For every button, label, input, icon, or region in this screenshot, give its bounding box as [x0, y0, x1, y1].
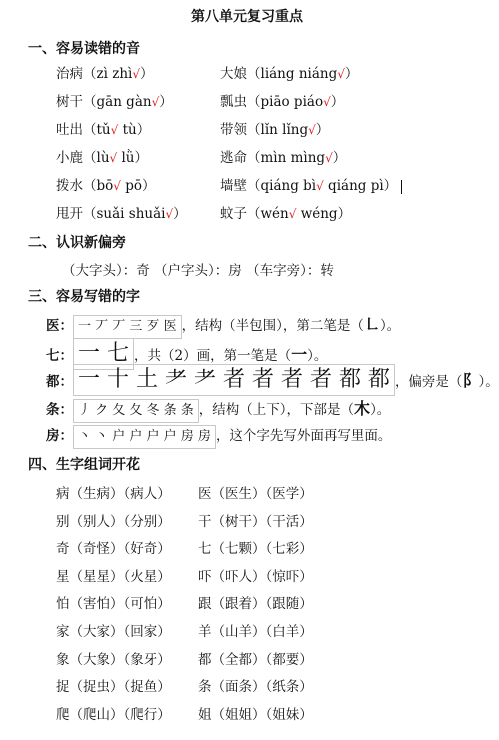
check-mark: √	[113, 179, 121, 193]
page-title: 第八单元复习重点	[191, 9, 303, 25]
word-group: 吓（吓人）（惊吓）	[198, 568, 313, 585]
word-group: 星（星星）（火星）	[56, 568, 171, 585]
reading-word: 治病（zì	[56, 66, 108, 82]
check-mark: √	[288, 207, 297, 221]
answer-mark: 木	[354, 399, 371, 418]
check-mark: √	[132, 67, 141, 81]
word-group: 跟（跟着）（跟随）	[198, 596, 313, 613]
reading-tail: qiáng pì）	[323, 178, 398, 194]
hard-char-text: ，结构（上下），下部是（	[198, 402, 355, 418]
hard-char-text: ，结构（半包围），第二笔是（	[181, 318, 364, 334]
reading-alt: shuǎi	[124, 206, 166, 222]
hard-char-label: 房：	[46, 428, 73, 444]
hard-char-text: ，共（2）画，第一笔是（	[134, 348, 292, 364]
section-heading-reading: 一、容易读错的音	[28, 41, 140, 57]
section-heading-hard-chars: 三、容易写错的字	[28, 289, 140, 305]
word-group: 捉（捉虫）（捉鱼）	[56, 679, 171, 696]
check-mark: √	[110, 123, 119, 137]
stroke-order-box: 一 丆 丆 三 歹 医	[73, 315, 182, 339]
check-mark: √	[165, 207, 174, 221]
reading-word: 瓢虫（piāo	[220, 94, 290, 110]
reading-tail: ）	[140, 66, 154, 82]
stroke-order-box: 一 七	[73, 338, 134, 370]
check-mark: √	[337, 67, 345, 81]
hard-char-label: 七：	[46, 348, 73, 364]
reading-word: 吐出（tǔ	[56, 122, 111, 138]
reading-item	[56, 146, 148, 166]
reading-word: 树干（gān	[56, 94, 122, 110]
section-heading-radicals: 二、认识新偏旁	[28, 235, 126, 251]
reading-word: 蚊子（wén	[220, 206, 289, 222]
radicals-line: （大字头）：奇 （户字头）：房 （车字旁）：转	[62, 263, 334, 279]
reading-tail: ）	[315, 122, 330, 138]
reading-word: 大娘（liáng	[220, 66, 295, 82]
word-group: 都（全都）（都要）	[198, 651, 313, 668]
stroke-order-box: 丿 ク 夂 夂 冬 条 条	[73, 399, 199, 423]
word-group: 姐（姐姐）（姐妹）	[198, 706, 313, 723]
reading-tail: ）	[159, 94, 173, 110]
reading-item	[56, 174, 156, 194]
reading-alt: niáng	[294, 66, 338, 82]
word-group: 象（大象）（象牙）	[56, 651, 171, 668]
reading-tail: ）	[330, 94, 345, 110]
section-heading-words: 四、生字组词开花	[28, 457, 140, 473]
hard-char-label: 医：	[46, 318, 73, 334]
reading-item	[56, 202, 187, 222]
word-group: 爬（爬山）（爬行）	[56, 706, 171, 723]
check-mark: √	[323, 95, 331, 109]
reading-word: 甩开（suǎi	[56, 206, 125, 222]
reading-tail: ）	[332, 150, 347, 166]
text-cursor	[401, 180, 402, 194]
hard-char-item	[46, 396, 390, 423]
hard-char-end: ）。	[370, 402, 391, 418]
hard-char-text: ，这个字先写外面再写里面。	[215, 428, 392, 444]
reading-item	[220, 118, 329, 138]
reading-word: 小鹿（lù	[56, 150, 110, 166]
word-group: 干（树干）（干活）	[198, 513, 313, 530]
check-mark: √	[151, 95, 160, 109]
reading-word: 拨水（bō	[56, 178, 114, 194]
reading-alt: lǐng	[277, 122, 309, 138]
check-mark: √	[325, 151, 333, 165]
check-mark: √	[316, 179, 324, 193]
reading-tail: lǜ）	[117, 150, 148, 166]
reading-word: 带领（lǐn	[220, 122, 278, 138]
word-group: 家（大家）（回家）	[56, 624, 171, 640]
reading-item	[220, 202, 351, 222]
hard-char-label: 条：	[46, 402, 73, 418]
stroke-order-box: 丶 丶 户 户 户 户 房 房	[73, 425, 216, 449]
answer-mark: 阝	[462, 371, 479, 390]
check-mark: √	[308, 123, 316, 137]
reading-item	[220, 62, 358, 82]
word-group: 条（面条）（纸条）	[198, 679, 313, 696]
reading-tail: ）	[173, 206, 187, 222]
reading-word: 逃命（mìn	[220, 150, 287, 166]
answer-mark: ㇗	[363, 315, 380, 334]
hard-char-item	[46, 424, 391, 449]
reading-item	[220, 146, 346, 166]
reading-alt: mìng	[286, 150, 326, 166]
hard-char-end: ）。	[478, 374, 499, 390]
answer-mark: 一	[291, 345, 308, 364]
reading-word: 墙壁（qiáng bì	[220, 178, 317, 194]
reading-tail: wéng）	[296, 206, 352, 222]
word-group: 羊（山羊）（白羊）	[198, 624, 313, 640]
word-group: 病（生病）（病人）	[56, 486, 171, 502]
word-group: 别（别人）（分别）	[56, 513, 171, 530]
reading-item	[220, 90, 344, 110]
check-mark: √	[109, 151, 118, 165]
reading-tail: pō）	[120, 178, 156, 194]
word-group: 七（七颗）（七彩）	[198, 541, 313, 558]
reading-alt: zhì	[107, 66, 133, 82]
word-group: 医（医生）（医学）	[198, 486, 313, 502]
reading-item	[56, 118, 150, 138]
reading-tail: tù）	[118, 122, 151, 138]
word-group: 怕（害怕）（可怕）	[56, 596, 171, 613]
hard-char-end: ）。	[379, 318, 401, 334]
hard-char-text: ，偏旁是（	[394, 374, 463, 390]
reading-item	[56, 62, 154, 82]
stroke-order-box: 一 十 土 耂 耂 者 者 者 者 都 都	[73, 364, 395, 396]
hard-char-item	[46, 364, 499, 396]
reading-item	[220, 174, 402, 194]
hard-char-label: 都：	[46, 374, 73, 390]
reading-alt: gàn	[121, 94, 152, 110]
hard-char-item	[46, 312, 400, 339]
reading-tail: ）	[344, 66, 359, 82]
word-group: 奇（奇怪）（好奇）	[56, 541, 171, 558]
hard-char-end: ）。	[307, 348, 328, 364]
reading-alt: piáo	[289, 94, 324, 110]
reading-item	[56, 90, 173, 110]
